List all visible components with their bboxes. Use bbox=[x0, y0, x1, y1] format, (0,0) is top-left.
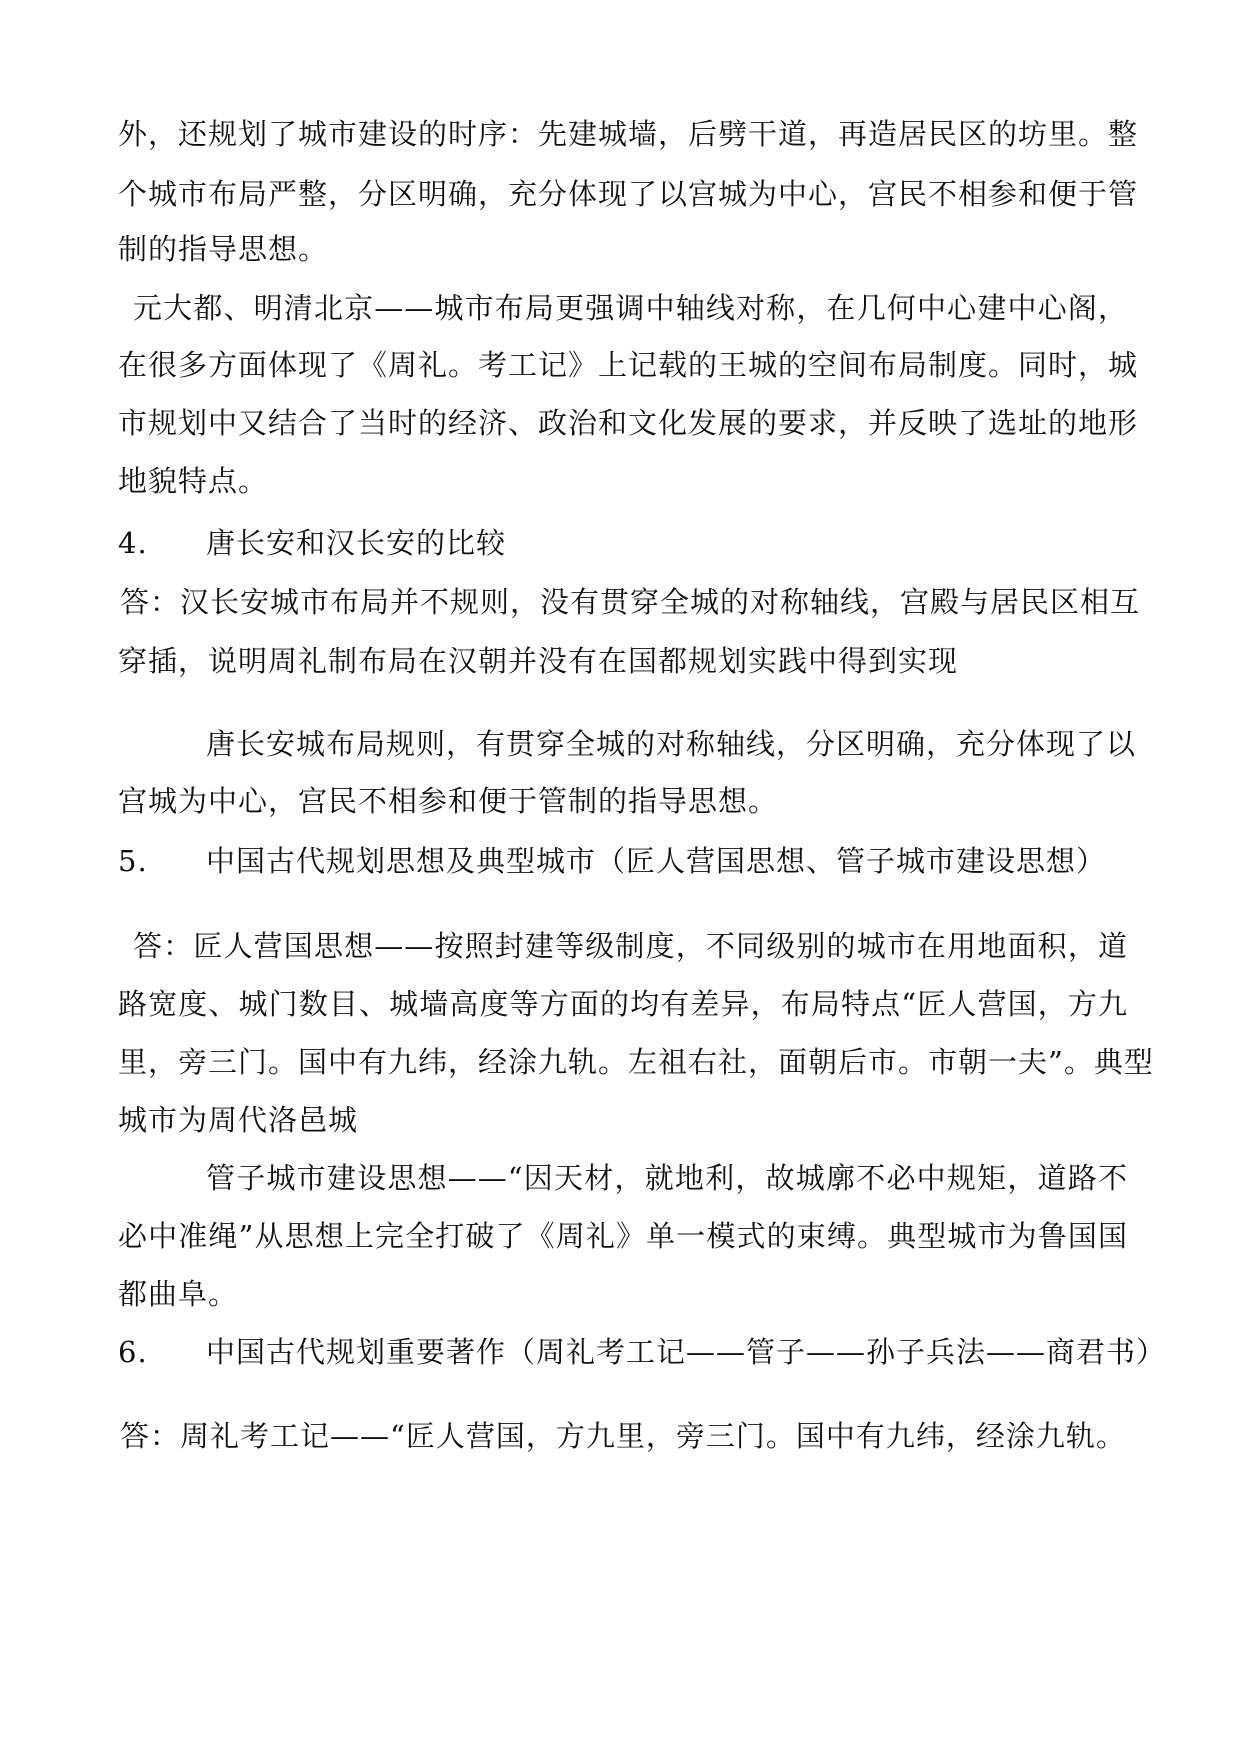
para2-line-2: 在很多方面体现了《周礼。考工记》上记载的王城的空间布局制度。同时，城 bbox=[118, 348, 1139, 382]
a4a-line-1: 答：汉长安城市布局并不规则，没有贯穿全城的对称轴线，宫殿与居民区相互 bbox=[120, 585, 1141, 619]
q4-number: 4. bbox=[118, 526, 148, 560]
a4b-line-2: 宫城为中心，宫民不相参和便于管制的指导思想。 bbox=[118, 784, 779, 818]
a6-line-1: 答：周礼考工记——“匠人营国，方九里，旁三门。国中有九纬，经涂九轨。 bbox=[120, 1419, 1126, 1453]
q6-number: 6. bbox=[118, 1335, 148, 1369]
a4b-line-1: 唐长安城布局规则，有贯穿全城的对称轴线，分区明确，充分体现了以 bbox=[206, 727, 1137, 761]
a4a-line-2: 穿插，说明周礼制布局在汉朝并没有在国都规划实践中得到实现 bbox=[118, 644, 959, 678]
a5a-line-4: 城市为周代洛邑城 bbox=[118, 1103, 359, 1137]
q5-number: 5. bbox=[118, 844, 148, 878]
a5a-line-1: 答：匠人营国思想——按照封建等级制度，不同级别的城市在用地面积，道 bbox=[133, 929, 1128, 963]
a5b-line-2: 必中准绳”从思想上完全打破了《周礼》单一模式的束缚。典型城市为鲁国国 bbox=[118, 1219, 1128, 1253]
para1-line-3: 制的指导思想。 bbox=[118, 232, 329, 266]
q5-title: 中国古代规划思想及典型城市（匠人营国思想、管子城市建设思想） bbox=[206, 844, 1107, 878]
para1-line-1: 外，还规划了城市建设的时序：先建城墙，后劈干道，再造居民区的坊里。整 bbox=[118, 117, 1139, 151]
para2-line-4: 地貌特点。 bbox=[118, 464, 269, 498]
q4-title: 唐长安和汉长安的比较 bbox=[206, 526, 507, 560]
a5b-line-3: 都曲阜。 bbox=[118, 1277, 239, 1311]
para2-line-3: 市规划中又结合了当时的经济、政治和文化发展的要求，并反映了选址的地形 bbox=[118, 406, 1139, 440]
q6-title: 中国古代规划重要著作（周礼考工记——管子——孙子兵法——商君书） bbox=[206, 1335, 1167, 1369]
para2-line-1: 元大都、明清北京——城市布局更强调中轴线对称，在几何中心建中心阁， bbox=[133, 291, 1128, 325]
a5a-line-3: 里，旁三门。国中有九纬，经涂九轨。左祖右社，面朝后市。市朝一夫”。典型 bbox=[118, 1045, 1154, 1079]
a5b-line-1: 管子城市建设思想——“因天材，就地利，故城廓不必中规矩，道路不 bbox=[206, 1161, 1128, 1195]
para1-line-2: 个城市布局严整，分区明确，充分体现了以宫城为中心，宫民不相参和便于管 bbox=[118, 177, 1139, 211]
a5a-line-2: 路宽度、城门数目、城墙高度等方面的均有差异，布局特点“匠人营国，方九 bbox=[118, 987, 1128, 1021]
